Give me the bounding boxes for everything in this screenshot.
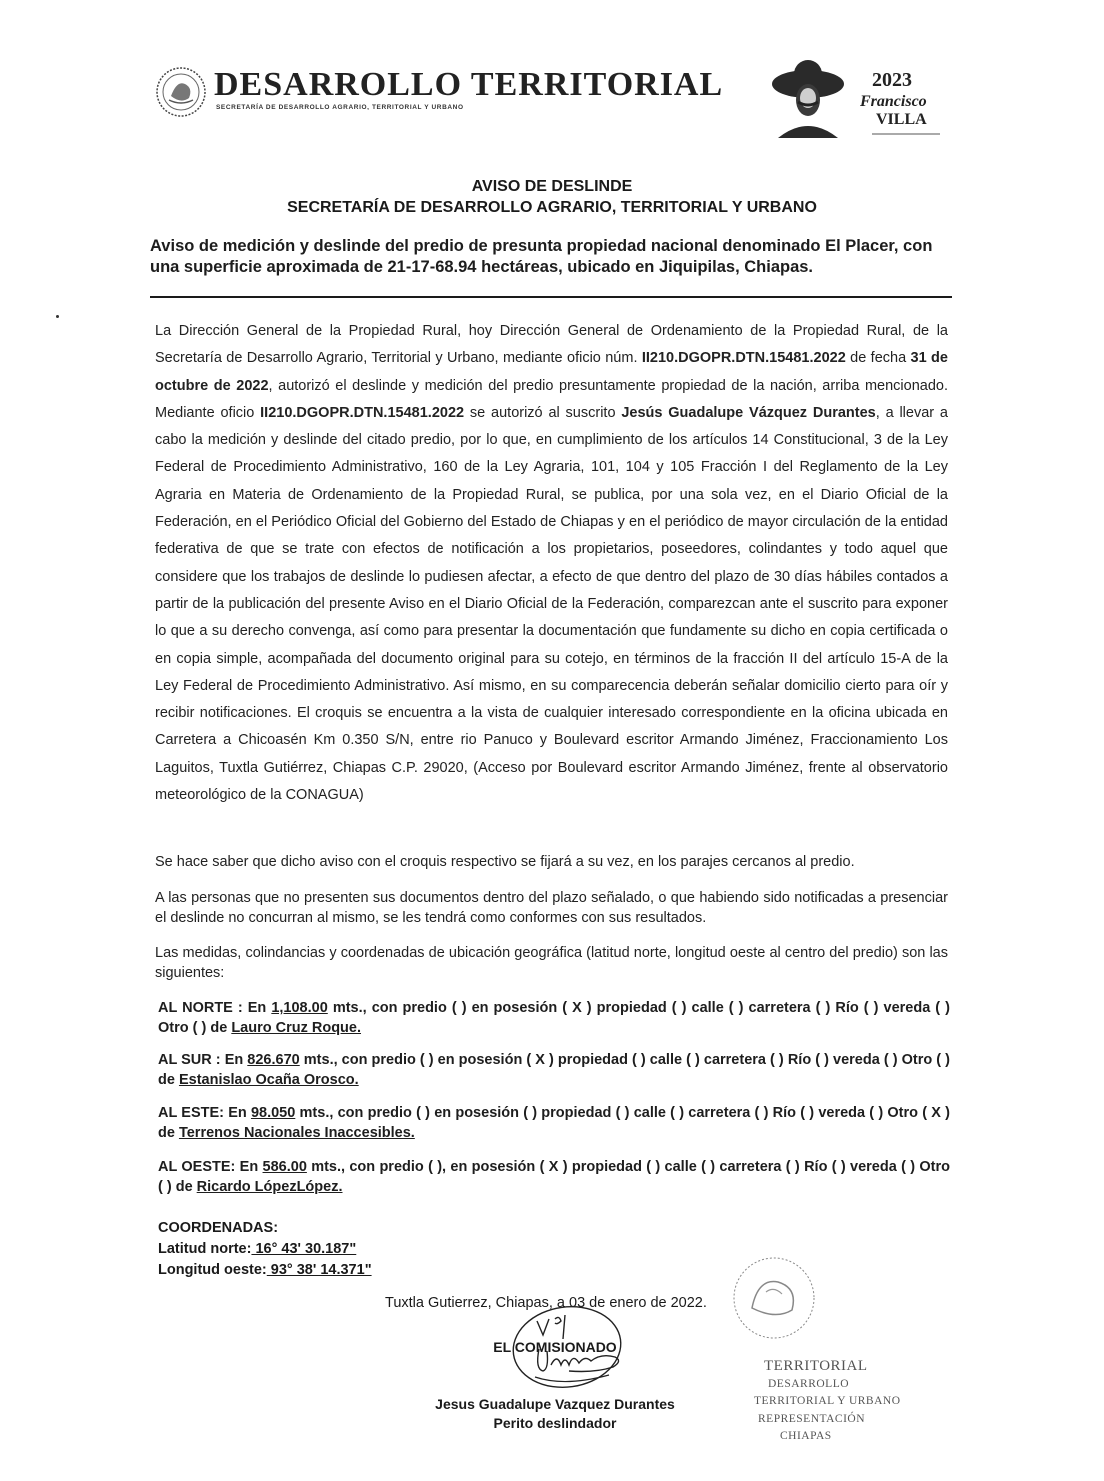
mexico-coat-of-arms-icon: [155, 66, 207, 118]
coordinates-block: [158, 1218, 372, 1281]
signer-role: EL COMISIONADO: [493, 1339, 617, 1355]
oficio-date: 31 de octubre de 2022: [155, 350, 948, 394]
place-date: Tuxtla Gutierrez, Chiapas, a 03 de enero de 2022.: [385, 1295, 707, 1311]
oficio-number-2: II210.DGOPR.DTN.15481.2022: [260, 404, 465, 421]
signer-name: Jesus Guadalupe Vazquez Durantes: [435, 1396, 675, 1412]
body-paragraph-main: La Dirección General de la Propiedad Rural, hoy Dirección General de Ordenamiento de la Propiedad Rural, de la Secretaría de Desarrollo Agrario, Territorial y Urbano, mediante oficio núm. II210.DGOPR.DTN.15481.2022 de fecha 31 de octubre de 2022, autorizó el deslinde y medición del predio presuntamente propiedad de la nación, arriba mencionado. Mediante oficio II210.DGOPR.DTN.15481.2022 se autorizó al suscrito Jesús Guadalupe Vázquez Durantes, a llevar a cabo la medición y deslinde del citado predio, por lo que, en cumplimiento de los artículos 14 Constitucional, 3 de la Ley Federal de Procedimiento Administrativo, 160 de la Ley Agraria, 101, 104 y 105 Fracción I del Reglamento de la Ley Agraria en Materia de Ordenamiento de la Propiedad Rural, se publica, por una sola vez, en el Diario Oficial de la Federación, en el Periódico Oficial del Gobierno del Estado de Chiapas y en el periódico de mayor circulación de la entidad federativa de que se trate con efectos de notificación a los propietarios, poseedores, colindantes y todo aquel que considere que los trabajos de deslinde lo pudiesen afectar, a efecto de que dentro del plazo de 30 días hábiles contados a partir de la publicación del presente Aviso en el Diario Oficial de la Federación, comparezcan ante el suscrito para exponer lo que a su derecho convenga, así como para presentar la documentación que fundamente su dicho en copia certificada o en copia simple, acompañada del documento original para su cotejo, en términos de la fracción II del artículo 15-A de la Ley Federal de Procedimiento Administrativo. Así mismo, en su comparecencia deberán señalar domicilio cierto para oír y recibir notificaciones. El croquis se encuentra a la vista de cualquier interesado correspondiente en la oficina ubicada en Carretera a Chicoasén Km 0.350 S/N, entre rio Panuco y Boulevard escritor Armando Jiménez, Fraccionamiento Los Laguitos, Tuxtla Gutiérrez, Chiapas C.P. 29020, (Acceso por Boulevard escritor Armando Jiménez, frente al observatorio meteorológico de la CONAGUA): [155, 323, 948, 804]
coordinates-heading: COORDENADAS:: [158, 1220, 279, 1236]
stamp-line-4: REPRESENTACIÓN: [758, 1412, 866, 1425]
notice-subtitle: Aviso de medición y deslinde del predio de presunta propiedad nacional denominado El Placer, con una superficie aproximada de 21-17-68.94 hectáreas, ubicado en Jiquipilas, Chiapas.: [150, 237, 933, 276]
official-stamp-seal-icon: [726, 1252, 826, 1344]
boundary-este: AL ESTE: En 98.050 mts., con predio ( ) en posesión ( ) propiedad ( ) calle ( ) carretera ( ) Río ( ) vereda ( ) Otro ( X ) de Terrenos Nacionales Inaccesibles.: [158, 1105, 950, 1141]
body-paragraph-conformes: A las personas que no presenten sus documentos dentro del plazo señalado, o que habiendo sido notificadas a presenciar el deslinde no concurran al mismo, se les tendrá como conformes con sus resultados.: [155, 890, 948, 926]
boundary-norte: AL NORTE : En 1,108.00 mts., con predio ( ) en posesión ( X ) propiedad ( ) calle ( ) carretera ( ) Río ( ) vereda ( ) Otro ( ) de Lauro Cruz Roque.: [158, 1000, 950, 1036]
stamp-line-3: TERRITORIAL Y URBANO: [754, 1395, 901, 1407]
divider: [150, 296, 952, 298]
longitude: Longitud oeste: 93° 38' 14.371": [158, 1262, 372, 1278]
signature-block: [420, 1338, 690, 1433]
oficio-number: II210.DGOPR.DTN.15481.2022: [641, 350, 846, 367]
brand-subtitle: SECRETARÍA DE DESARROLLO AGRARIO, TERRITORIAL Y URBANO: [216, 104, 464, 111]
logo-line-2: VILLA: [876, 111, 927, 128]
official-stamp-text: [740, 1358, 901, 1446]
signer-title: Perito deslindador: [493, 1415, 617, 1431]
stamp-line-5: CHIAPAS: [780, 1430, 832, 1442]
commissioner-name: Jesús Guadalupe Vázquez Durantes: [621, 404, 876, 421]
stamp-line-2: DESARROLLO: [768, 1377, 850, 1390]
body-paragraph-medidas: Las medidas, colindancias y coordenadas de ubicación geográfica (latitud norte, longitud oeste al centro del predio) son las siguientes:: [155, 945, 948, 981]
boundary-oeste: AL OESTE: En 586.00 mts., con predio ( ), en posesión ( X ) propiedad ( ) calle ( ) carretera ( ) Río ( ) vereda ( ) Otro ( ) de Ricardo LópezLópez.: [158, 1159, 950, 1195]
francisco-villa-2023-logo: [768, 52, 948, 142]
stamp-line-1: TERRITORIAL: [764, 1358, 868, 1374]
document-title: AVISO DE DESLINDE: [471, 178, 633, 195]
logo-line-1: Francisco: [860, 93, 927, 110]
logo-year: 2023: [872, 69, 912, 91]
latitude: Latitud norte: 16° 43' 30.187": [158, 1241, 357, 1257]
boundary-sur: AL SUR : En 826.670 mts., con predio ( ) en posesión ( X ) propiedad ( ) calle ( ) carretera ( ) Río ( ) vereda ( ) Otro ( ) de Estanislao Ocaña Orosco.: [158, 1052, 950, 1088]
body-paragraph-croquis: Se hace saber que dicho aviso con el croquis respectivo se fijará a su vez, en los parajes cercanos al predio.: [155, 854, 855, 870]
brand-title: DESARROLLO TERRITORIAL: [214, 66, 724, 103]
scan-speck: [56, 315, 59, 318]
document-title-secretaria: SECRETARÍA DE DESARROLLO AGRARIO, TERRITORIAL Y URBANO: [287, 199, 817, 216]
